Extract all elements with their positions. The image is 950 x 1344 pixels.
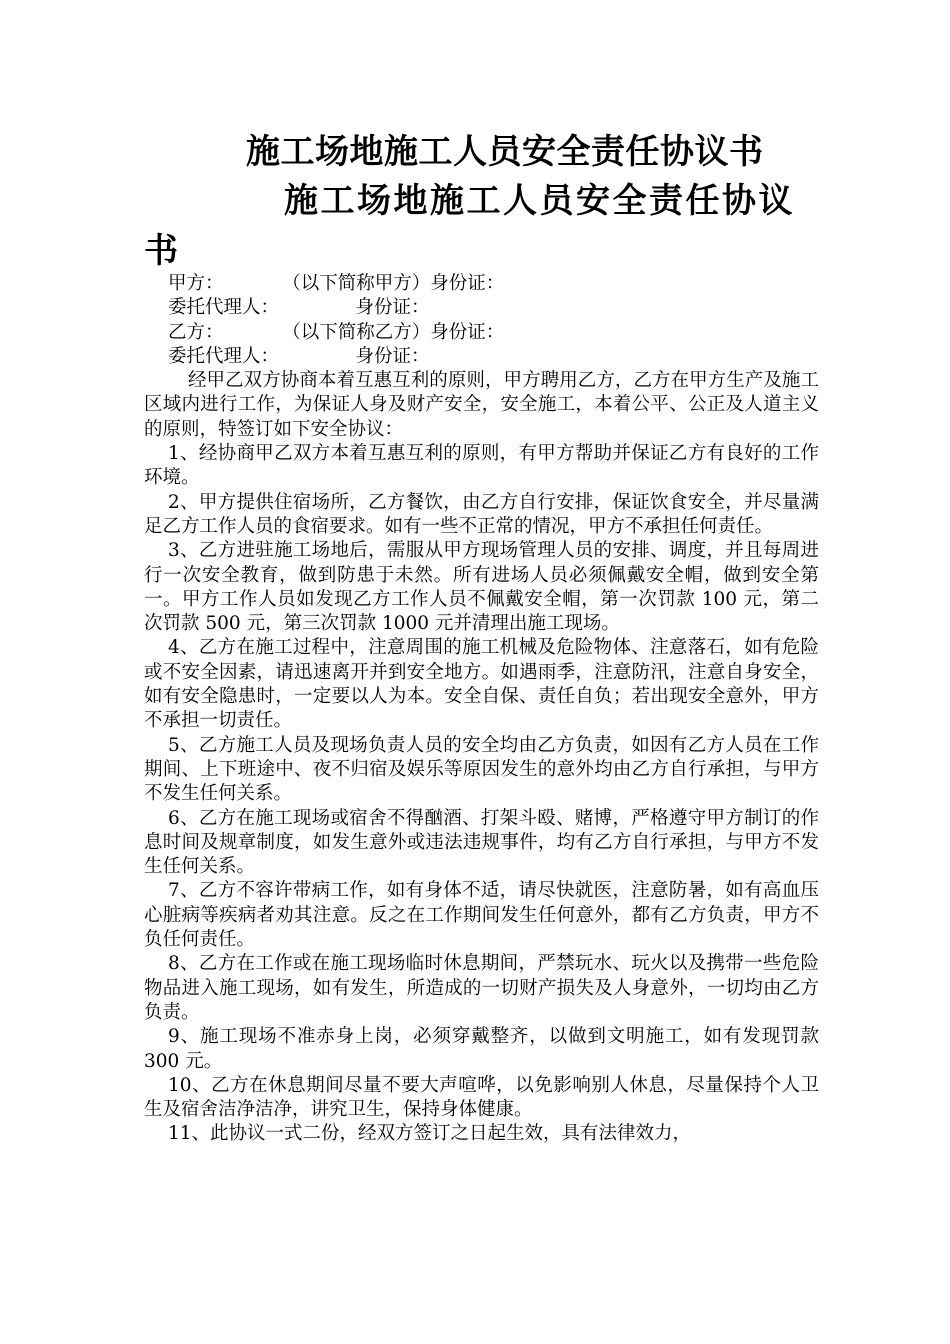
clause-5: 5、乙方施工人员及现场负责人员的安全均由乙方负责，如因有乙方人员在工作期间、上下班途中、夜不归宿及娱乐等原因发生的意外均由乙方自行承担，与甲方不发生任何关系。 bbox=[144, 734, 819, 805]
preamble-paragraph: 经甲乙双方协商本着互惠互利的原则，甲方聘用乙方，乙方在甲方生产及施工区域内进行工作，为保证人身及财产安全，安全施工，本着公平、公正及人道主义的原则，特签订如下安全协议： bbox=[144, 370, 819, 440]
clause-2: 2、甲方提供住宿场所，乙方餐饮，由乙方自行安排，保证饮食安全，并尽量满足乙方工作人员的食宿要求。如有一些不正常的情况，甲方不承担任何责任。 bbox=[144, 491, 819, 537]
party-a-line: 甲方： （以下简称甲方）身份证： bbox=[168, 273, 505, 294]
clause-7: 7、乙方不容许带病工作，如有身体不适，请尽快就医，注意防暑，如有高血压心脏病等疾病者劝其注意。反之在工作期间发生任何意外，都有乙方负责，甲方不负任何责任。 bbox=[144, 880, 819, 951]
party-b-agent-line: 委托代理人： 身份证： bbox=[168, 345, 430, 367]
clause-10: 10、乙方在休息期间尽量不要大声喧哗，以免影响别人休息，尽量保持个人卫生及宿舍洁净洁净，讲究卫生，保持身体健康。 bbox=[144, 1074, 819, 1121]
party-a-agent-line: 委托代理人： 身份证： bbox=[168, 297, 430, 319]
clause-3: 3、乙方进驻施工场地后，需服从甲方现场管理人员的安排、调度，并且每周进行一次安全教育，做到防患于未然。所有进场人员必须佩戴安全帽，做到安全第一。甲方工作人员如发现乙方工作人员不佩戴安全帽，第一次罚款 100 元，第二次罚款 500 元，第三次罚款 1000 元并清理出施工现场。 bbox=[144, 540, 819, 635]
clause-11: 11、此协议一式二份，经双方签订之日起生效，具有法律效力， bbox=[168, 1123, 692, 1145]
document-title: 施工场地施工人员安全责任协议书 bbox=[246, 132, 764, 172]
clause-1: 1、经协商甲乙双方本着互惠互利的原则，有甲方帮助并保证乙方有良好的工作环境。 bbox=[144, 443, 819, 489]
clause-6: 6、乙方在施工现场或宿舍不得酗酒、打架斗殴、赌博，严格遵守甲方制订的作息时间及规章制度，如发生意外或违法违规事件，均有乙方自行承担，与甲方不发生任何关系。 bbox=[144, 807, 819, 878]
document-body bbox=[144, 272, 819, 1147]
clause-9: 9、施工现场不准赤身上岗，必须穿戴整齐，以做到文明施工，如有发现罚款 300 元。 bbox=[144, 1026, 819, 1072]
document-title-repeat: 施工场地施工人员安全责任协议书 bbox=[144, 181, 795, 271]
clause-4: 4、乙方在施工过程中，注意周围的施工机械及危险物体、注意落石，如有危险或不安全因素，请迅速离开并到安全地方。如遇雨季，注意防汛，注意自身安全，如有安全隐患时，一定要以人为本。安全自保、责任自负；若出现安全意外，甲方不承担一切责任。 bbox=[144, 637, 819, 732]
party-b-line: 乙方： （以下简称乙方）身份证： bbox=[168, 321, 505, 343]
clause-8: 8、乙方在工作或在施工现场临时休息期间，严禁玩水、玩火以及携带一些危险物品进入施工现场，如有发生，所造成的一切财产损失及人身意外，一切均由乙方负责。 bbox=[144, 953, 819, 1023]
